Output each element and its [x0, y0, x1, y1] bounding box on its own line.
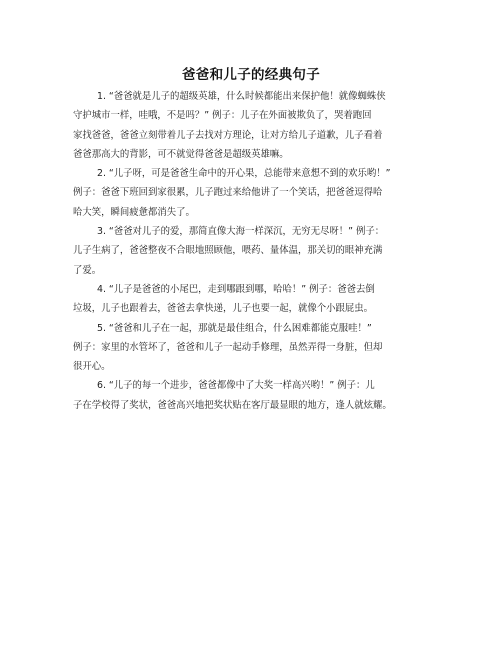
paragraph-line: 2. “儿子呀，可是爸爸生命中的开心果，总能带来意想不到的欢乐哟！” — [97, 168, 391, 180]
paragraph-line: 儿子生病了，爸爸整夜不合眼地照顾他，喂药、量体温，那关切的眼神充满 — [73, 245, 383, 257]
paragraph-line: 很开心。 — [73, 361, 111, 373]
paragraph-line: 3. “爸爸对儿子的爱，那简直像大海一样深沉，无穷无尽呀！” 例子： — [97, 226, 385, 238]
document-body — [73, 87, 435, 415]
paragraph-line: 守护城市一样，哇哦，不是吗？” 例子：儿子在外面被欺负了，哭着跑回 — [73, 110, 372, 122]
paragraph-line: 5. “爸爸和儿子在一起，那就是最佳组合，什么困难都能克服哇！” — [97, 322, 372, 334]
paragraph-line: 爸爸那高大的背影，可不就觉得爸爸是超级英雄嘛。 — [73, 148, 289, 160]
paragraph-line: 家找爸爸，爸爸立刻带着儿子去找对方理论，让对方给儿子道歉，儿子看着 — [73, 129, 383, 141]
paragraph-line: 子在学校得了奖状，爸爸高兴地把奖状贴在客厅最显眼的地方，逢人就炫耀。 — [73, 399, 392, 411]
paragraph-line: 垃圾，儿子也跟着去，爸爸去拿快递，儿子也要一起，就像个小跟屁虫。 — [73, 303, 374, 315]
paragraph-line: 6. “儿子的每一个进步，爸爸都像中了大奖一样高兴哟！” 例子：儿 — [97, 380, 375, 392]
paragraph-line: 例子：爸爸下班回到家很累，儿子跑过来给他讲了一个笑话，把爸爸逗得哈 — [73, 187, 383, 199]
paragraph-line: 例子：家里的水管坏了，爸爸和儿子一起动手修理，虽然弄得一身脏，但却 — [73, 341, 383, 353]
paragraph-line: 了爱。 — [73, 264, 102, 276]
document-title: 爸爸和儿子的经典句子 — [182, 67, 320, 83]
paragraph-line: 1. “爸爸就是儿子的超级英雄，什么时候都能出来保护他！就像蜘蛛侠 — [97, 91, 386, 102]
paragraph-line: 哈大笑，瞬间疲惫都消失了。 — [73, 206, 195, 218]
paragraph-line: 4. “儿子是爸爸的小尾巴，走到哪跟到哪，哈哈！” 例子：爸爸去倒 — [97, 283, 375, 295]
